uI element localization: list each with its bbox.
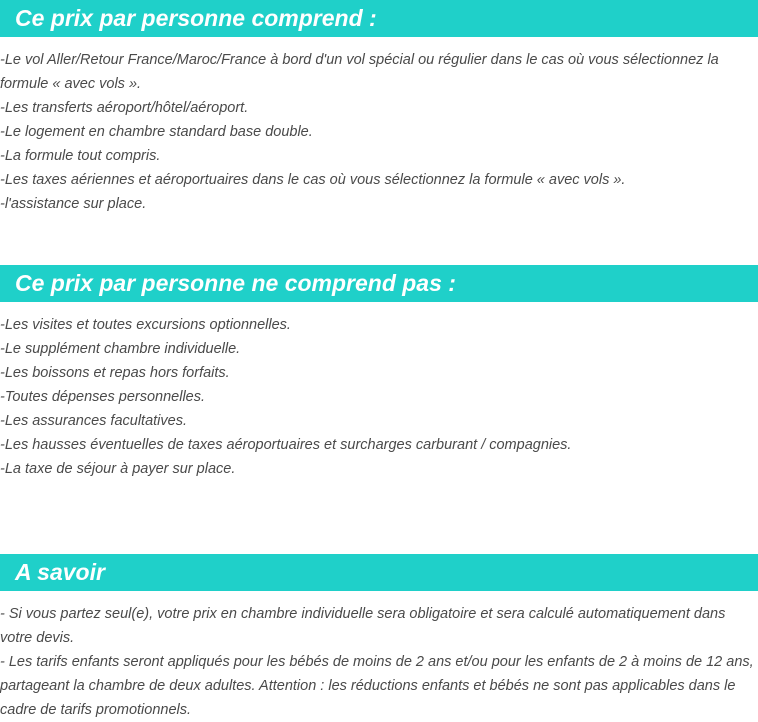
- list-item: - Les tarifs enfants seront appliqués pour les bébés de moins de 2 ans et/ou pour les enfants de 2 à moins de 12 ans, partageant la chambre de deux adultes. Attention : les réductions enfants et bébés ne sont pas applicables dans le cadre de tarifs promotionnels.: [0, 654, 754, 718]
- section-header-good-to-know: [0, 554, 758, 591]
- section-body-not-included: [0, 313, 758, 481]
- list-item: - Si vous partez seul(e), votre prix en chambre individuelle sera obligatoire et sera calculé automatiquement dans votre devis.: [0, 606, 726, 646]
- section-title-not-included: Ce prix par personne ne comprend pas :: [15, 270, 456, 296]
- list-item: -Toutes dépenses personnelles.: [0, 389, 206, 405]
- list-item: -Les transferts aéroport/hôtel/aéroport.: [0, 100, 249, 116]
- section-header-included: [0, 0, 758, 37]
- list-item: -l'assistance sur place.: [0, 196, 147, 212]
- list-item: -Les visites et toutes excursions optionnelles.: [0, 317, 291, 333]
- section-header-not-included: [0, 265, 758, 302]
- list-item: -Les assurances facultatives.: [0, 413, 187, 429]
- list-item: -Le vol Aller/Retour France/Maroc/France à bord d'un vol spécial ou régulier dans le cas où vous sélectionnez la formule « avec vols ».: [0, 52, 719, 92]
- list-item: -Le supplément chambre individuelle.: [0, 341, 241, 357]
- section-title-included: Ce prix par personne comprend :: [15, 5, 377, 31]
- section-body-good-to-know: [0, 602, 758, 722]
- list-item: -Le logement en chambre standard base double.: [0, 124, 313, 140]
- section-title-good-to-know: A savoir: [15, 559, 105, 585]
- list-item: -Les boissons et repas hors forfaits.: [0, 365, 230, 381]
- list-item: -Les hausses éventuelles de taxes aéroportuaires et surcharges carburant / compagnies.: [0, 437, 572, 453]
- section-body-included: [0, 48, 758, 216]
- list-item: -Les taxes aériennes et aéroportuaires dans le cas où vous sélectionnez la formule « avec vols ».: [0, 172, 626, 188]
- list-item: -La taxe de séjour à payer sur place.: [0, 461, 236, 477]
- list-item: -La formule tout compris.: [0, 148, 161, 164]
